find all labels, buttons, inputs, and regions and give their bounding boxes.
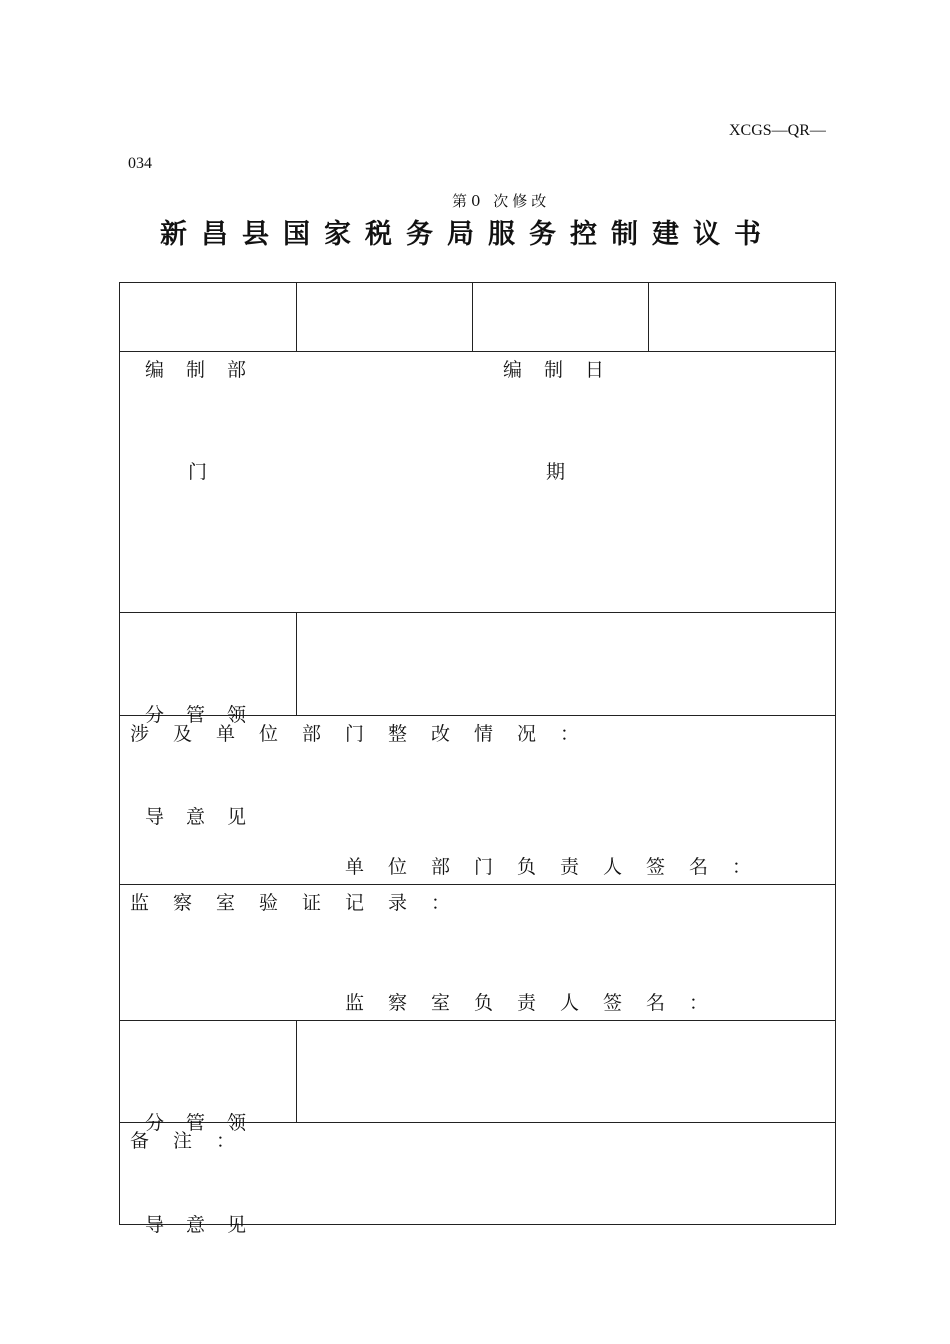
revision-number: 第0 次修改 — [452, 192, 551, 210]
column-divider — [296, 283, 297, 351]
leader-opinion2-label-line1: 分管领 — [145, 1112, 269, 1134]
leader-opinion-field[interactable] — [302, 623, 830, 708]
control-suggestion-form — [119, 282, 836, 1236]
document-code-continued: 034 — [128, 155, 152, 172]
verification-label: 监察室验证记录： — [130, 892, 475, 914]
column-divider — [472, 283, 473, 351]
compile-date-label-line2: 期 — [546, 461, 588, 483]
leader-opinion-label-line1: 分管领 — [145, 704, 269, 726]
rectification-label: 涉及单位部门整改情况： — [130, 723, 604, 745]
leader-opinion2-label — [145, 1038, 295, 1310]
remarks-label: 备注： — [130, 1130, 260, 1152]
page-title: 新昌县国家税务局服务控制建议书 — [160, 219, 775, 250]
leader-opinion-label — [145, 630, 295, 902]
row-divider — [120, 612, 835, 613]
column-divider — [296, 612, 297, 715]
compile-dept-label-line2: 门 — [188, 461, 230, 483]
leader-opinion2-label-line2: 导意见 — [145, 1214, 269, 1236]
leader-opinion2-field[interactable] — [302, 1031, 830, 1116]
column-divider — [648, 283, 649, 351]
verification-signature-label: 监察室负责人签名： — [345, 992, 733, 1014]
compile-date-label-line1: 编制日 — [503, 359, 627, 381]
compile-dept-label-line1: 编制部 — [145, 359, 269, 381]
row-divider — [120, 1020, 835, 1021]
suggestion-content-area[interactable] — [128, 357, 828, 607]
rectification-signature-label: 单位部门负责人签名： — [345, 856, 776, 878]
leader-opinion-label-line2: 导意见 — [145, 806, 269, 828]
document-code: XCGS—QR— — [729, 122, 826, 139]
column-divider — [296, 1020, 297, 1122]
